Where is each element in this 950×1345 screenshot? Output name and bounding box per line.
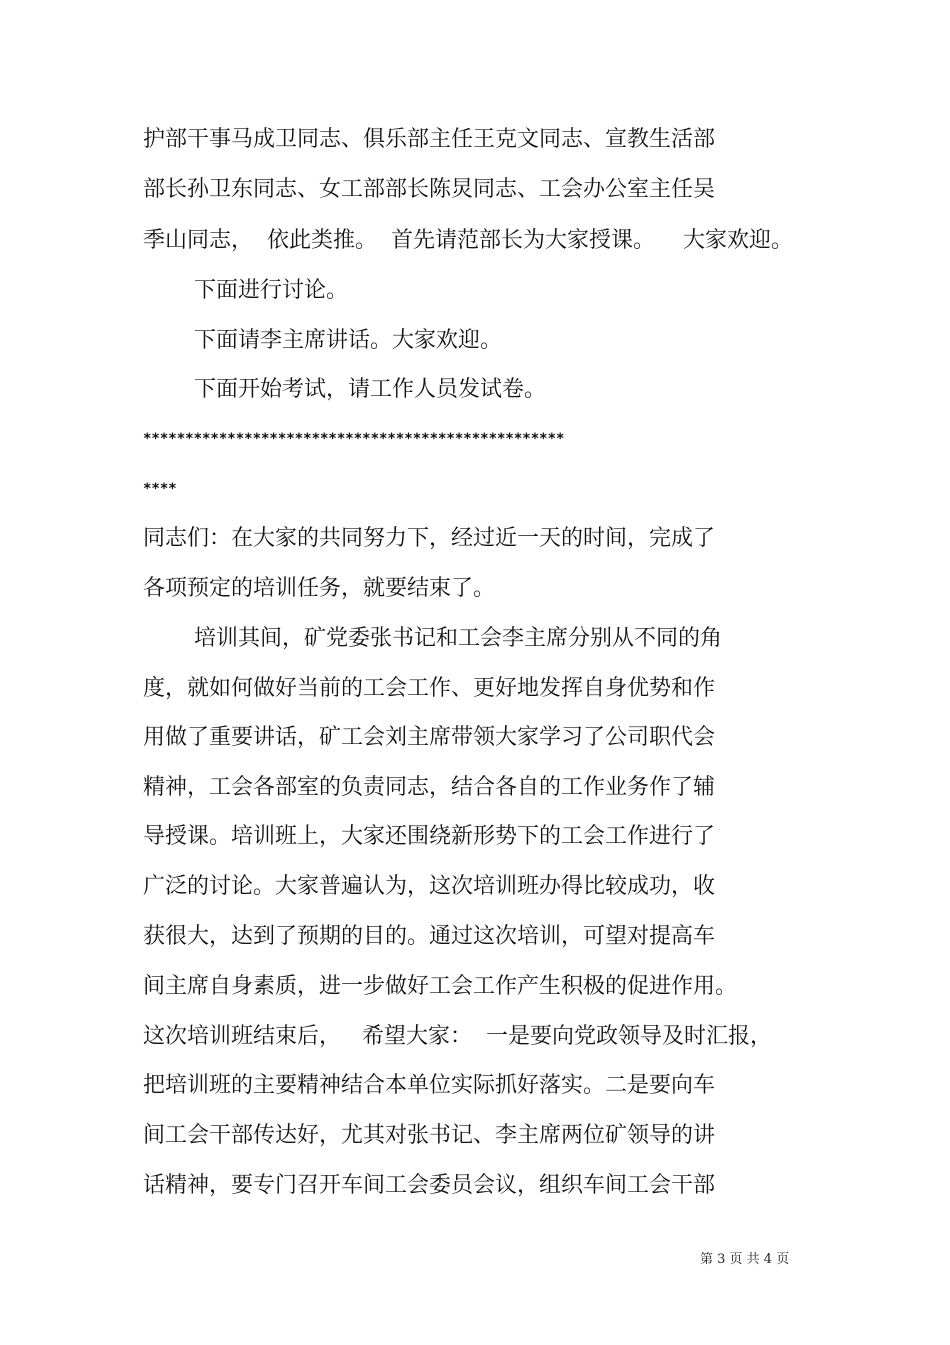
text-line: 下面进行讨论。 [194, 278, 349, 303]
text-line: 这次培训班结束后， 希望大家： 一是要向党政领导及时汇报， [143, 1024, 772, 1049]
page-number: 第 3 页 共 4 页 [700, 1252, 790, 1267]
text-line: 间工会干部传达好，尤其对张书记、李主席两位矿领导的讲 [143, 1123, 716, 1148]
text-line: 同志们：在大家的共同努力下，经过近一天的时间，完成了 [143, 526, 716, 551]
text-line: 下面请李主席讲话。大家欢迎。 [194, 328, 503, 353]
text-line: 间主席自身素质，进一步做好工会工作产生积极的促进作用。 [143, 974, 738, 999]
text-line: 护部干事马成卫同志、俱乐部主任王克文同志、宣教生活部 [143, 127, 716, 152]
text-line: 季山同志， 依此类推。 首先请范部长为大家授课。 大家欢迎。 [143, 228, 793, 253]
text-line: 度，就如何做好当前的工会工作、更好地发挥自身优势和作 [143, 676, 716, 701]
text-line: 各项预定的培训任务，就要结束了。 [143, 576, 496, 601]
text-line: 部长孙卫东同志、女工部部长陈炅同志、工会办公室主任吴 [143, 177, 716, 202]
text-line: 培训其间，矿党委张书记和工会李主席分别从不同的角 [194, 626, 723, 651]
text-line: 广泛的讨论。大家普遍认为，这次培训班办得比较成功，收 [143, 874, 716, 899]
text-line: 用做了重要讲话，矿工会刘主席带领大家学习了公司职代会 [143, 725, 716, 750]
text-line: 获很大，达到了预期的目的。通过这次培训，可望对提高车 [143, 924, 716, 949]
text-line: 下面开始考试，请工作人员发试卷。 [194, 377, 547, 402]
separator-line: **** [143, 481, 177, 497]
text-line: 话精神，要专门召开车间工会委员会议，组织车间工会干部 [143, 1173, 716, 1198]
text-line: 精神，工会各部室的负责同志，结合各自的工作业务作了辅 [143, 775, 716, 800]
separator-line: ************************************************** [143, 431, 565, 447]
text-line: 把培训班的主要精神结合本单位实际抓好落实。二是要向车 [143, 1073, 716, 1098]
text-line: 导授课。培训班上，大家还围绕新形势下的工会工作进行了 [143, 824, 716, 849]
